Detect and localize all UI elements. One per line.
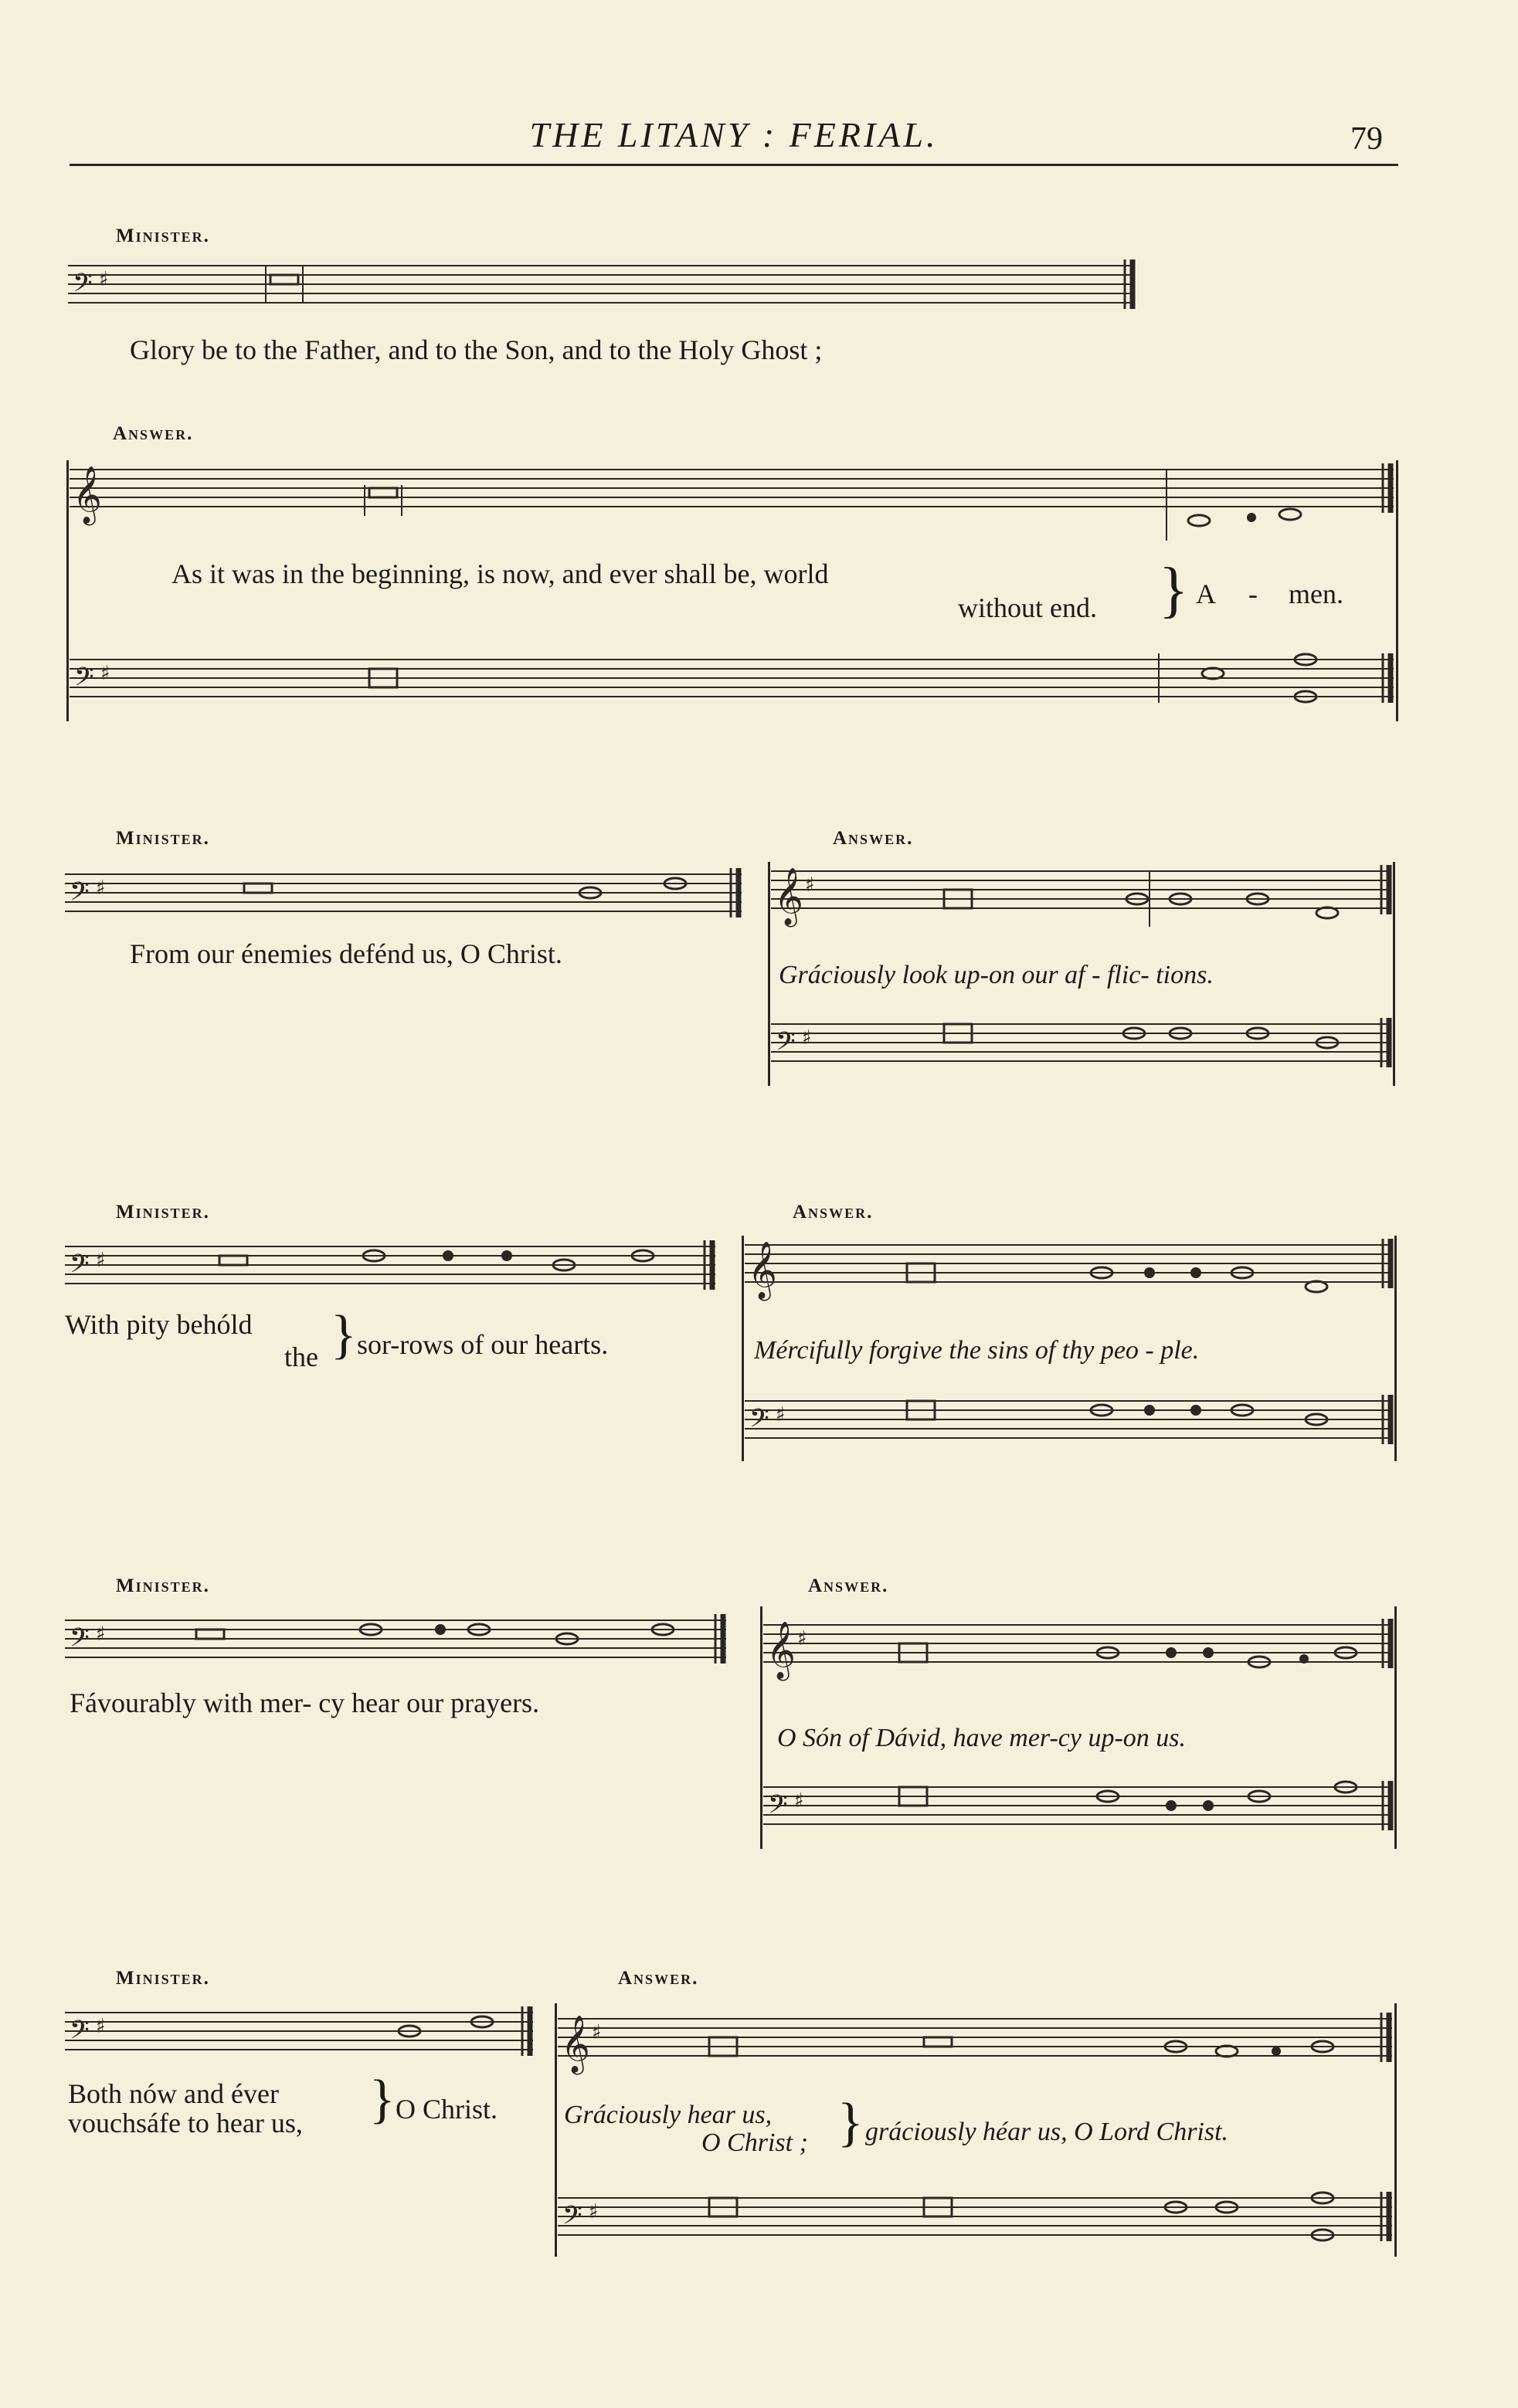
minister-label: Minister. [116, 226, 210, 246]
brace: } [837, 2093, 864, 2152]
answer-label: Answer. [808, 1575, 889, 1596]
music-staff-bass [763, 1781, 1392, 1843]
svg-text:♯: ♯ [797, 1627, 807, 1650]
svg-text:𝄢: 𝄢 [70, 1623, 90, 1659]
answer-text: Mércifully forgive the sins of thy peo - ple. [754, 1336, 1200, 1365]
answer-text: men. [1289, 578, 1343, 609]
svg-text:𝄢: 𝄢 [776, 1027, 796, 1063]
minister-text: With pity behóld [65, 1309, 253, 1340]
svg-text:𝄞: 𝄞 [774, 868, 803, 925]
music-staff [65, 868, 745, 930]
svg-text:𝄞: 𝄞 [561, 2016, 590, 2073]
svg-text:♯: ♯ [96, 1623, 106, 1646]
brace: } [1159, 556, 1189, 624]
music-staff-bass [558, 2192, 1392, 2254]
svg-text:𝄢: 𝄢 [70, 877, 90, 913]
svg-text:𝄢: 𝄢 [73, 269, 93, 304]
svg-text:𝄢: 𝄢 [768, 1790, 788, 1826]
svg-text:♯: ♯ [776, 1403, 786, 1426]
page-number: 79 [1350, 121, 1383, 157]
minister-label: Minister. [116, 1202, 210, 1223]
svg-text:𝄢: 𝄢 [70, 2016, 90, 2051]
svg-text:𝄞: 𝄞 [73, 466, 102, 524]
music-staff-bass [771, 1018, 1391, 1080]
brace: } [331, 1305, 357, 1365]
svg-text:♯: ♯ [802, 1026, 812, 1050]
minister-label: Minister. [116, 828, 210, 849]
music-staff-treble [745, 1239, 1392, 1324]
answer-label: Answer. [618, 1968, 699, 1989]
svg-text:♯: ♯ [96, 1249, 106, 1272]
music-staff [68, 259, 1142, 321]
music-staff-treble [558, 2013, 1392, 2098]
minister-text: Fávourably with mer- cy hear our prayers. [70, 1687, 540, 1718]
answer-text: gráciously héar us, O Lord Christ. [865, 2118, 1229, 2146]
minister-text: O Christ. [396, 2094, 498, 2125]
answer-text: O Són of Dávid, have mer-cy up-on us. [777, 1724, 1187, 1752]
minister-text: sor-rows of our hearts. [357, 1329, 609, 1360]
answer-text: Gráciously look up-on our af - flic- tions. [779, 961, 1214, 989]
page-header [62, 114, 1406, 161]
answer-text: As it was in the beginning, is now, and ever shall be, world [171, 558, 829, 589]
music-staff [65, 1614, 729, 1676]
svg-text:𝄞: 𝄞 [766, 1622, 796, 1679]
svg-text:♯: ♯ [589, 2200, 599, 2223]
svg-text:𝄢: 𝄢 [749, 1404, 769, 1440]
music-staff [65, 1240, 718, 1302]
music-staff-bass [70, 653, 1394, 715]
minister-text: the [284, 1341, 318, 1372]
minister-text: Both nów and éver [68, 2078, 279, 2109]
svg-text:♯: ♯ [96, 2015, 106, 2038]
page-title: THE LITANY : FERIAL. [529, 115, 939, 154]
answer-text: without end. [958, 592, 1097, 623]
minister-text: From our énemies defénd us, O Christ. [130, 938, 562, 969]
minister-text: Glory be to the Father, and to the Son, and to the Holy Ghost ; [130, 334, 823, 365]
brace: } [369, 2070, 396, 2129]
answer-text: O Christ ; [701, 2128, 808, 2157]
music-staff [65, 2006, 536, 2068]
svg-text:♯: ♯ [96, 877, 106, 900]
header-rule [70, 164, 1398, 166]
minister-label: Minister. [116, 1968, 210, 1989]
music-staff-treble [70, 463, 1394, 548]
music-staff-treble [763, 1619, 1392, 1704]
answer-label: Answer. [833, 828, 914, 849]
answer-text: Gráciously hear us, [564, 2101, 773, 2129]
svg-text:♯: ♯ [100, 662, 110, 685]
svg-text:𝄢: 𝄢 [70, 1250, 90, 1285]
music-staff-treble [771, 865, 1391, 950]
svg-text:𝄢: 𝄢 [74, 663, 94, 698]
minister-text: vouchsáfe to hear us, [68, 2108, 303, 2138]
answer-label: Answer. [793, 1202, 874, 1223]
svg-text:♯: ♯ [99, 268, 109, 291]
svg-text:♯: ♯ [794, 1789, 804, 1813]
music-staff-bass [745, 1395, 1392, 1457]
svg-text:♯: ♯ [805, 873, 815, 897]
svg-text:𝄢: 𝄢 [562, 2201, 582, 2237]
answer-text: - [1248, 578, 1258, 609]
svg-text:♯: ♯ [592, 2021, 602, 2044]
answer-text: A [1196, 578, 1216, 609]
svg-text:𝄞: 𝄞 [748, 1242, 777, 1299]
answer-label: Answer. [113, 423, 194, 444]
minister-label: Minister. [116, 1575, 210, 1596]
